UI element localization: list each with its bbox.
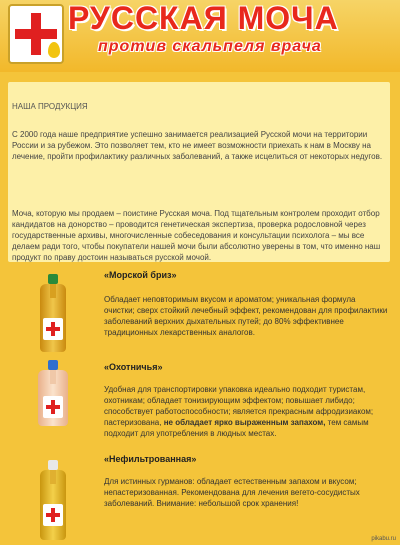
- bottle-icon: [40, 470, 66, 540]
- header-banner: [0, 0, 400, 72]
- watermark: pikabu.ru: [371, 536, 396, 542]
- red-cross-logo: [8, 4, 64, 64]
- bottle-icon: [38, 370, 68, 426]
- intro-panel: [8, 82, 390, 262]
- drop-icon: [48, 42, 60, 58]
- product-name: «Нефильтрованная»: [104, 454, 197, 464]
- bottle-icon: [40, 284, 66, 352]
- product-description: Для истинных гурманов: обладает естественным запахом и вкусом; непастеризованная. Рекомендована для лечения вегето-сосудистых заболеваний. Внимание: небольшой срок хранения!: [104, 477, 360, 508]
- quality-paragraph: Моча, которую мы продаем – поистине Русская моча. Под тщательным контролем проходит отбор кандидатов на донорство – проводится генетическая экспертиза, проверка родословной через государственные архивы, многочисленные собеседования и консультации психолога – мы все делаем ради того, чтобы покупатели нашей мочи были абсолютно уверены в том, что именно наш продукт по праву достоин называться русской мочой.: [12, 209, 381, 262]
- site-title: РУССКАЯ МОЧА: [68, 0, 339, 36]
- site-subtitle: против скальпеля врача: [98, 38, 322, 55]
- intro-paragraph: С 2000 года наше предприятие успешно занимается реализацией Русской мочи на территории России и за рубежом. Это позволяет тем, кто не имеет возможности приехать к нам в Москву на лечение, пройти профилактику различных заболеваний, а также исцелиться от некоторых недугов.: [12, 130, 383, 161]
- product-description: Удобная для транспортировки упаковка идеально подходит туристам, охотникам; обладает тонизирующим эффектом; повышает либидо; способствует работоспособности; является прекрасным афродизиаком; пастеризована, не обладает ярко выраженным запахом, тем самым подходит для употребления в людных местах.: [104, 385, 374, 438]
- section-title: НАША ПРОДУКЦИЯ: [12, 102, 88, 111]
- product-description: Обладает неповторимым вкусом и ароматом; уникальная формула очистки; сверх стойкий лечебный эффект, рекомендован для профилактики заболеваний верхних дыхательных путей; до 80% эффективнее традиционных лекарственных аналогов.: [104, 295, 388, 337]
- product-name: «Охотничья»: [104, 362, 163, 372]
- product-name: «Морской бриз»: [104, 270, 177, 280]
